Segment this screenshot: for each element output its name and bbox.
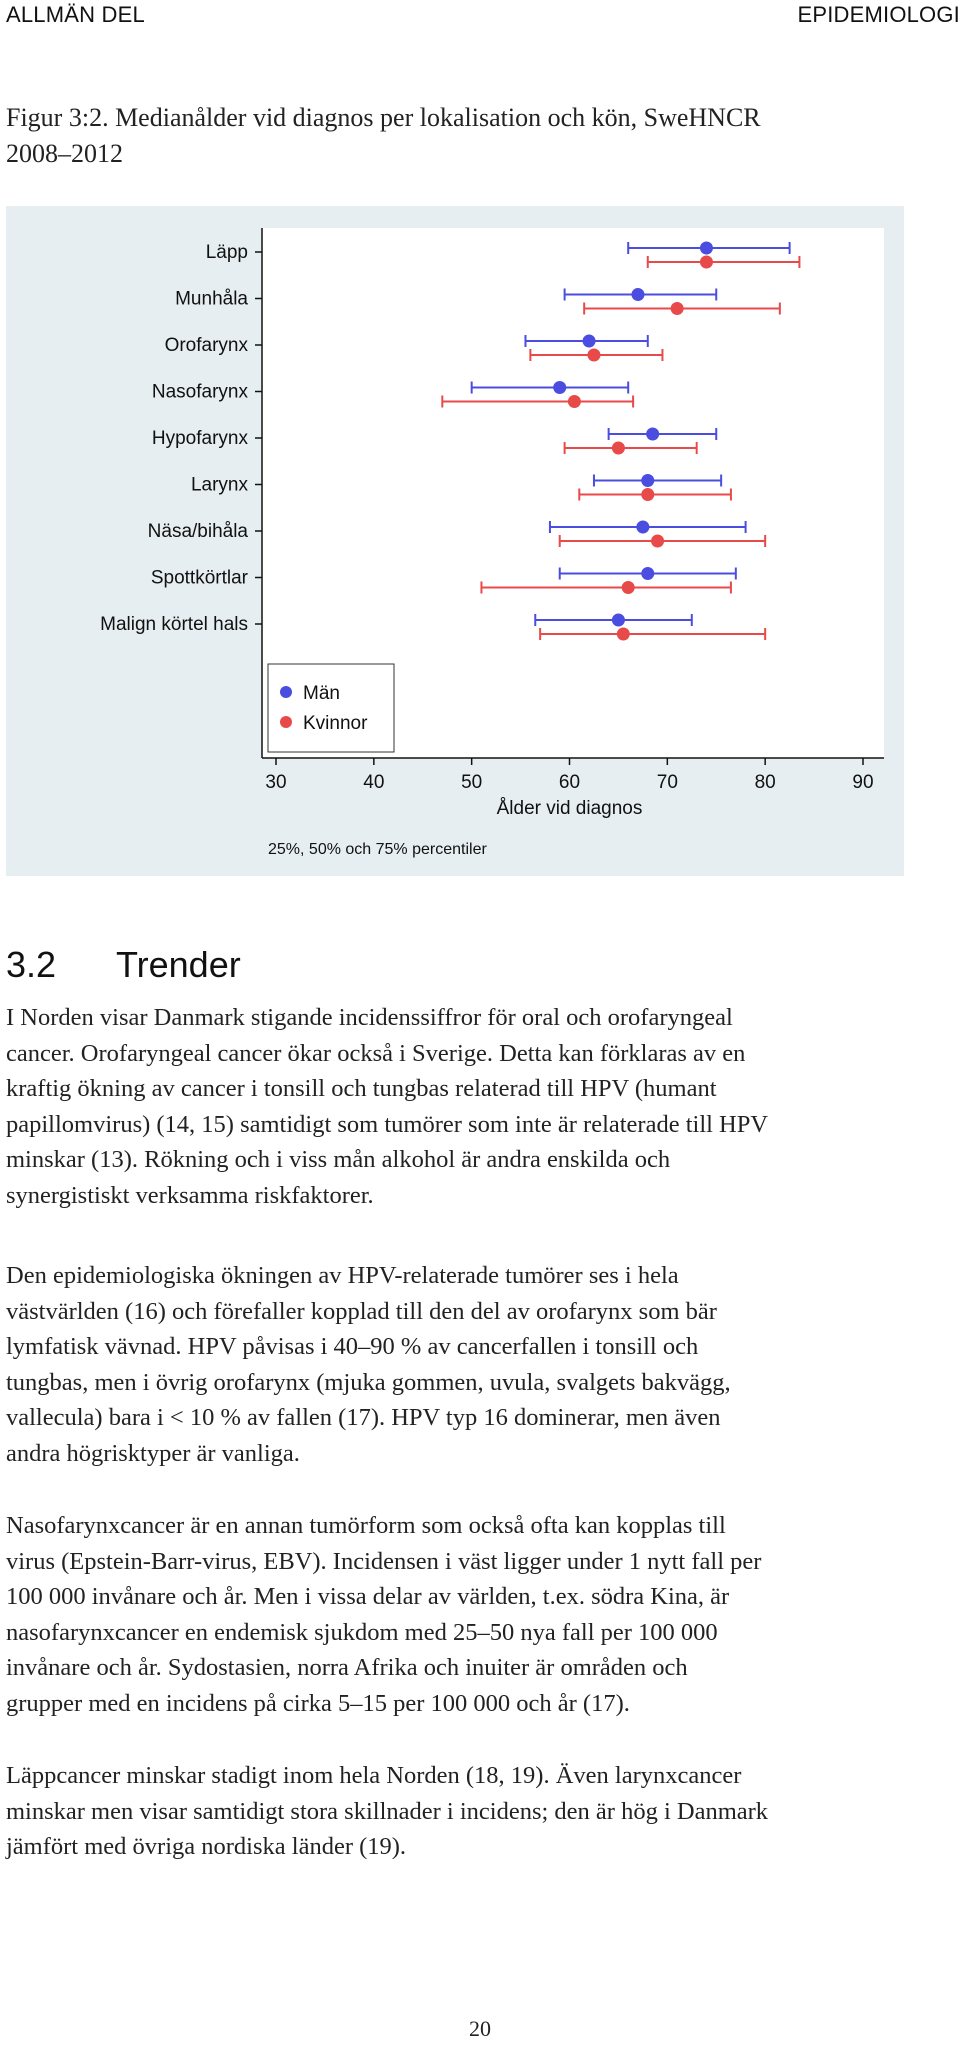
x-tick-label: 80 bbox=[754, 772, 776, 793]
median-point bbox=[617, 628, 630, 641]
x-tick-label: 70 bbox=[656, 772, 678, 793]
paragraph-line: synergistiskt verksamma riskfaktorer. bbox=[6, 1181, 374, 1209]
running-header-left: ALLMÄN DEL bbox=[6, 2, 145, 27]
x-tick-label: 30 bbox=[265, 772, 287, 793]
section-title: Trender bbox=[116, 944, 241, 985]
body-paragraph bbox=[6, 1000, 956, 1213]
median-point bbox=[587, 349, 600, 362]
body-paragraph bbox=[6, 1758, 956, 1865]
x-tick-label: 60 bbox=[558, 772, 581, 793]
paragraph-line: kraftig ökning av cancer i tonsill och tungbas relaterad till HPV (humant bbox=[6, 1075, 717, 1102]
y-tick-label: Spottkörtlar bbox=[150, 567, 248, 589]
x-tick-label: 50 bbox=[461, 772, 483, 793]
x-axis-title: Ålder vid diagnos bbox=[496, 798, 643, 819]
y-tick-label: Nasofarynx bbox=[151, 381, 248, 403]
median-point bbox=[622, 581, 635, 594]
paragraph-line: 100 000 invånare och år. Men i vissa delar av världen, t.ex. södra Kina, är bbox=[6, 1583, 730, 1610]
y-tick-label: Hypofarynx bbox=[151, 428, 248, 449]
median-point bbox=[700, 242, 713, 255]
paragraph-line: andra högrisktyper är vanliga. bbox=[6, 1439, 300, 1467]
median-point bbox=[651, 535, 664, 548]
paragraph-line: grupper med en incidens på cirka 5–15 per 100 000 och år (17). bbox=[6, 1689, 630, 1717]
paragraph-line: jämfört med övriga nordiska länder (19). bbox=[6, 1833, 407, 1860]
chart-note: 25%, 50% och 75% percentiler bbox=[268, 841, 487, 858]
paragraph-line: minskar (13). Rökning och i viss mån alkohol är andra enskilda och bbox=[6, 1146, 671, 1173]
median-point bbox=[636, 521, 649, 534]
median-point bbox=[612, 442, 625, 455]
paragraph-line: vallecula) bara i < 10 % av fallen (17). HPV typ 16 dominerar, men även bbox=[6, 1404, 721, 1431]
page-number: 20 bbox=[469, 2016, 491, 2041]
body-paragraph bbox=[6, 1258, 956, 1471]
figure-panel bbox=[6, 206, 904, 876]
y-tick-label: Larynx bbox=[190, 474, 248, 496]
legend-marker bbox=[280, 716, 292, 728]
median-point bbox=[671, 302, 684, 315]
paragraph-line: Den epidemiologiska ökningen av HPV-relaterade tumörer ses i hela bbox=[6, 1262, 679, 1289]
legend-label: Kvinnor bbox=[303, 713, 368, 734]
median-point bbox=[700, 256, 713, 269]
y-tick-label: Munhåla bbox=[175, 288, 248, 310]
paragraph-line: Läppcancer minskar stadigt inom hela Norden (18, 19). Även larynxcancer bbox=[6, 1762, 742, 1789]
paragraph-line: cancer. Orofaryngeal cancer ökar också i Sverige. Detta kan förklaras av en bbox=[6, 1039, 746, 1067]
median-point bbox=[583, 335, 596, 348]
median-point bbox=[641, 474, 654, 487]
paragraph-line: Nasofarynxcancer är en annan tumörform som också ofta kan kopplas till bbox=[6, 1512, 726, 1539]
paragraph-line: tungbas, men i övrig orofarynx (mjuka gommen, uvula, svalgets bakvägg, bbox=[6, 1368, 731, 1396]
section-number: 3.2 bbox=[6, 944, 57, 985]
y-tick-label: Läpp bbox=[205, 242, 248, 263]
median-point bbox=[612, 614, 625, 627]
section-heading bbox=[6, 944, 241, 986]
figure-caption-line: 2008–2012 bbox=[6, 139, 123, 168]
median-point bbox=[646, 428, 659, 441]
figure-caption bbox=[6, 100, 906, 172]
paragraph-line: I Norden visar Danmark stigande incidenssiffror för oral och orofaryngeal bbox=[6, 1004, 733, 1031]
running-header-right: EPIDEMIOLOGI bbox=[797, 2, 960, 27]
median-point bbox=[631, 288, 644, 301]
figure-caption-line: Figur 3:2. Medianålder vid diagnos per lokalisation och kön, SweHNCR bbox=[6, 103, 761, 132]
legend-marker bbox=[280, 686, 292, 698]
paragraph-line: lymfatisk vävnad. HPV påvisas i 40–90 % av cancerfallen i tonsill och bbox=[6, 1333, 699, 1360]
median-point bbox=[641, 567, 654, 580]
paragraph-line: virus (Epstein-Barr-virus, EBV). Incidensen i väst ligger under 1 nytt fall per bbox=[6, 1547, 762, 1575]
legend-label: Män bbox=[303, 683, 340, 704]
legend-box bbox=[268, 664, 394, 752]
body-paragraph bbox=[6, 1508, 956, 1721]
median-point bbox=[641, 488, 654, 501]
paragraph-line: papillomvirus) (14, 15) samtidigt som tumörer som inte är relaterade till HPV bbox=[6, 1110, 769, 1138]
median-point bbox=[553, 381, 566, 394]
x-tick-label: 90 bbox=[852, 772, 874, 793]
paragraph-line: västvärlden (16) och förefaller kopplad till den del av orofarynx som bär bbox=[6, 1297, 717, 1325]
percentile-dot-chart bbox=[6, 206, 904, 876]
paragraph-line: invånare och år. Sydostasien, norra Afrika och inuiter är områden och bbox=[6, 1654, 688, 1681]
x-tick-label: 40 bbox=[363, 772, 385, 793]
y-tick-label: Näsa/bihåla bbox=[147, 521, 248, 542]
median-point bbox=[568, 395, 581, 408]
paragraph-line: minskar men visar samtidigt stora skillnader i incidens; den är hög i Danmark bbox=[6, 1797, 769, 1825]
paragraph-line: nasofarynxcancer en endemisk sjukdom med 25–50 nya fall per 100 000 bbox=[6, 1618, 718, 1646]
y-tick-label: Malign körtel hals bbox=[100, 614, 248, 635]
y-tick-label: Orofarynx bbox=[164, 335, 248, 356]
